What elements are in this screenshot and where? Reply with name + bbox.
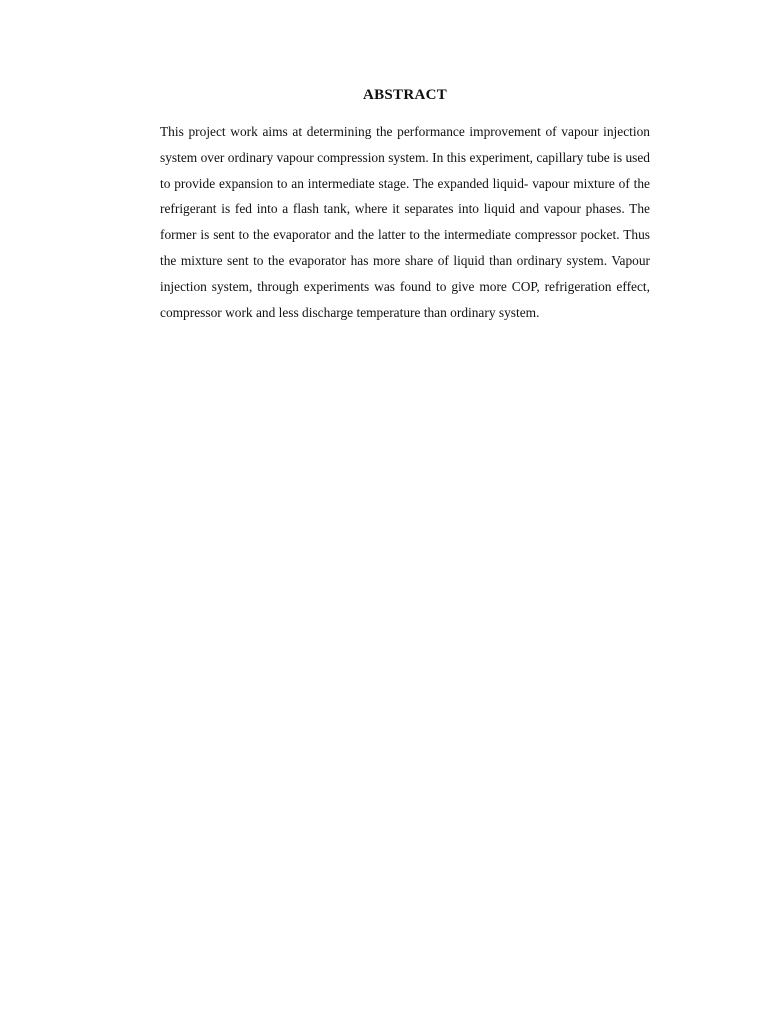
abstract-heading: ABSTRACT xyxy=(362,87,448,103)
abstract-paragraph: This project work aims at determining the performance improvement of vapour injection system over ordinary vapour compression system. In this experiment, capillary tube is used to provide expansion to an intermediate stage. The expanded liquid- vapour mixture of the refrigerant is fed into a flash tank, where it separates into liquid and vapour phases. The former is sent to the evaporator and the latter to the intermediate compressor pocket. Thus the mixture sent to the evaporator has more share of liquid than ordinary system. Vapour injection system, through experiments was found to give more COP, refrigeration effect, compressor work and less discharge temperature than ordinary system. xyxy=(160,124,650,320)
